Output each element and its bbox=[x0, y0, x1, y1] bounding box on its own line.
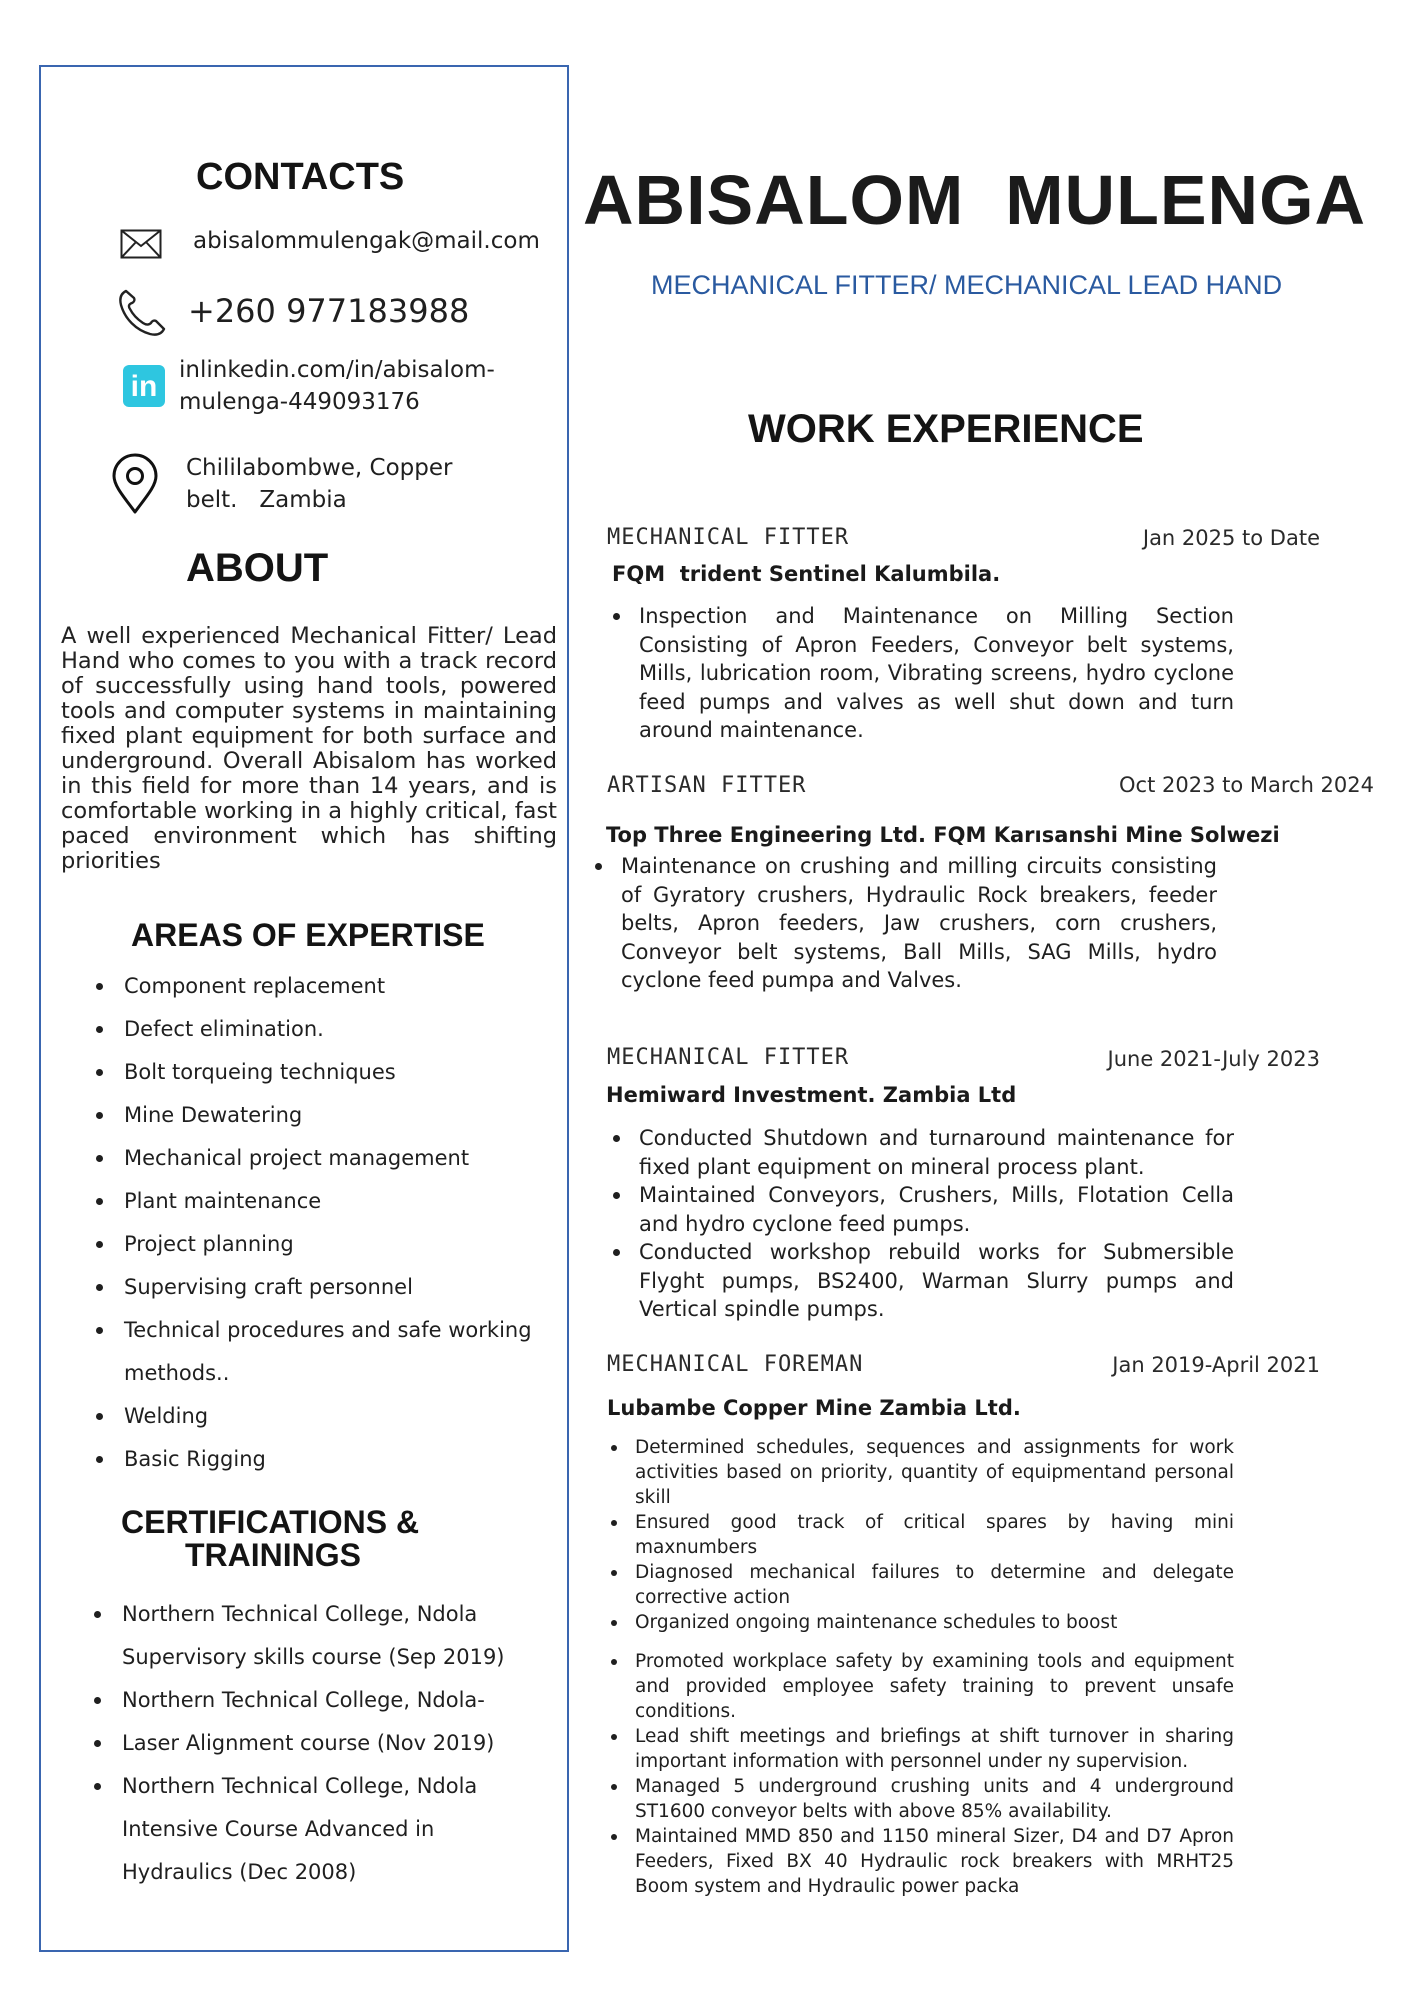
list-item: Managed 5 underground crushing units and 4 underground ST1600 conveyor belts with above 85% availability. bbox=[635, 1776, 1234, 1822]
list-item: Inspection and Maintenance on Milling Section Consisting of Apron Feeders, Conveyor belt systems, Mills, lubrication room, Vibrating screens, hydro cyclone feed pumps and valves as well shut down and turn around maintenance. bbox=[639, 602, 1234, 745]
list-item-continuation: methods.. bbox=[124, 1361, 230, 1385]
about-heading: ABOUT bbox=[186, 546, 329, 590]
list-item: Maintained MMD 850 and 1150 mineral Sizer, D4 and D7 Apron Feeders, Fixed BX 40 Hydraulic rock breakers with MRHT25 Boom system and Hydraulic power packa bbox=[635, 1826, 1234, 1897]
about-text: A well experienced Mechanical Fitter/ Lead Hand who comes to you with a track record of successfully using hand tools, powered tools and computer systems in maintaining fixed plant equipment for both surface and underground. Overall Abisalom has worked in this field for more than 14 years, and is comfortable working in a highly critical, fast paced environment which has shifting priorities bbox=[61, 623, 557, 874]
list-item: Supervising craft personnel bbox=[96, 1274, 556, 1317]
list-item: Maintenance on crushing and milling circuits consisting of Gyratory crushers, Hydraulic Rock breakers, feeder belts, Apron feeders, Jaw crushers, corn crushers, Conveyor belt systems, Ball Mills, SAG Mills, hydro cyclone feed pumpa and Valves. bbox=[621, 852, 1217, 995]
list-item: Maintained Conveyors, Crushers, Mills, Flotation Cella and hydro cyclone feed pumps. bbox=[639, 1181, 1234, 1238]
list-item: Promoted workplace safety by examining tools and equipment and provided employee safety training to prevent unsafe conditions. bbox=[635, 1651, 1234, 1722]
linkedin-badge-text: in bbox=[130, 370, 158, 403]
list-item: Conducted workshop rebuild works for Submersible Flyght pumps, BS2400, Warman Slurry pumps and Vertical spindle pumps. bbox=[639, 1238, 1234, 1324]
list-item-continuation: Hydraulics (Dec 2008) bbox=[122, 1860, 357, 1884]
job-bullets bbox=[639, 1124, 1234, 1324]
job-title: MECHANICAL FITTER bbox=[607, 1045, 850, 1070]
list-item: Northern Technical College, Ndola- bbox=[94, 1687, 554, 1730]
certifications-heading-line-2: TRAININGS bbox=[185, 1537, 361, 1573]
list-item-continuation: Supervisory skills course (Sep 2019) bbox=[122, 1645, 505, 1669]
job-company: Top Three Engineering Ltd. FQM Karısanshi Mine Solwezi bbox=[606, 823, 1280, 847]
work-experience-heading: WORK EXPERIENCE bbox=[748, 407, 1144, 451]
phone-text[interactable]: +260 977183988 bbox=[188, 292, 470, 330]
job-title: MECHANICAL FITTER bbox=[607, 525, 850, 550]
list-item: Basic Rigging bbox=[96, 1446, 556, 1489]
expertise-heading: AREAS OF EXPERTISE bbox=[131, 917, 485, 953]
list-item: Organized ongoing maintenance schedules to boost bbox=[635, 1610, 1234, 1635]
job-date: Jan 2019-April 2021 bbox=[1112, 1353, 1320, 1377]
job-bullets bbox=[639, 602, 1234, 745]
list-item: Northern Technical College, Ndola bbox=[94, 1601, 554, 1644]
job-company: FQM trident Sentinel Kalumbila. bbox=[612, 562, 1001, 586]
list-item: Component replacement bbox=[96, 973, 556, 1016]
certifications-list bbox=[94, 1601, 554, 1902]
job-date: June 2021-July 2023 bbox=[1107, 1047, 1320, 1071]
list-item: Lead shift meetings and briefings at shift turnover in sharing important information with personnel under ny supervision. bbox=[635, 1726, 1234, 1772]
certifications-heading-line-1: CERTIFICATIONS & bbox=[121, 1504, 420, 1540]
contacts-heading: CONTACTS bbox=[196, 156, 405, 198]
list-item: Determined schedules, sequences and assignments for work activities based on priority, quantity of equipmentand personal skill bbox=[635, 1437, 1234, 1508]
job-bullets bbox=[621, 852, 1217, 995]
phone-icon bbox=[116, 287, 168, 339]
list-item: Defect elimination. bbox=[96, 1016, 556, 1059]
list-item: Technical procedures and safe working bbox=[96, 1317, 556, 1360]
location-line-1: Chililabombwe, Copper bbox=[186, 455, 453, 481]
list-item: Conducted Shutdown and turnaround maintenance for fixed plant equipment on mineral process plant. bbox=[639, 1124, 1234, 1181]
list-item: Laser Alignment course (Nov 2019) bbox=[94, 1730, 554, 1773]
location-line-2: belt. Zambia bbox=[186, 487, 347, 513]
job-title: ARTISAN FITTER bbox=[607, 773, 807, 798]
list-item: Mine Dewatering bbox=[96, 1102, 556, 1145]
job-title: MECHANICAL FOREMAN bbox=[607, 1352, 864, 1377]
list-item: Northern Technical College, Ndola bbox=[94, 1773, 554, 1816]
linkedin-line-1[interactable]: inlinkedin.com/in/abisalom- bbox=[179, 357, 495, 383]
list-item: Bolt torqueing techniques bbox=[96, 1059, 556, 1102]
job-company: Lubambe Copper Mine Zambia Ltd. bbox=[607, 1396, 1021, 1420]
job-date: Oct 2023 to March 2024 bbox=[1119, 773, 1374, 797]
linkedin-icon bbox=[123, 365, 165, 407]
list-item: Ensured good track of critical spares by having mini maxnumbers bbox=[635, 1512, 1234, 1558]
job-bullets bbox=[635, 1435, 1234, 1635]
job-company: Hemiward Investment. Zambia Ltd bbox=[606, 1083, 1017, 1107]
envelope-icon bbox=[120, 229, 162, 259]
list-item-continuation: Intensive Course Advanced in bbox=[122, 1817, 435, 1841]
job-subtitle: MECHANICAL FITTER/ MECHANICAL LEAD HAND bbox=[651, 270, 1283, 300]
job-bullets bbox=[635, 1649, 1234, 1899]
list-item: Project planning bbox=[96, 1231, 556, 1274]
list-item: Mechanical project management bbox=[96, 1145, 556, 1188]
candidate-name: ABISALOM MULENGA bbox=[583, 161, 1367, 239]
location-pin-icon bbox=[110, 453, 160, 515]
list-item: Welding bbox=[96, 1403, 556, 1446]
list-item: Plant maintenance bbox=[96, 1188, 556, 1231]
job-date: Jan 2025 to Date bbox=[1142, 526, 1320, 550]
linkedin-line-2[interactable]: mulenga-449093176 bbox=[179, 389, 420, 415]
expertise-list bbox=[96, 973, 556, 1489]
email-text[interactable]: abisalommulengak@mail.com bbox=[193, 228, 540, 254]
list-item: Diagnosed mechanical failures to determine and delegate corrective action bbox=[635, 1562, 1234, 1608]
